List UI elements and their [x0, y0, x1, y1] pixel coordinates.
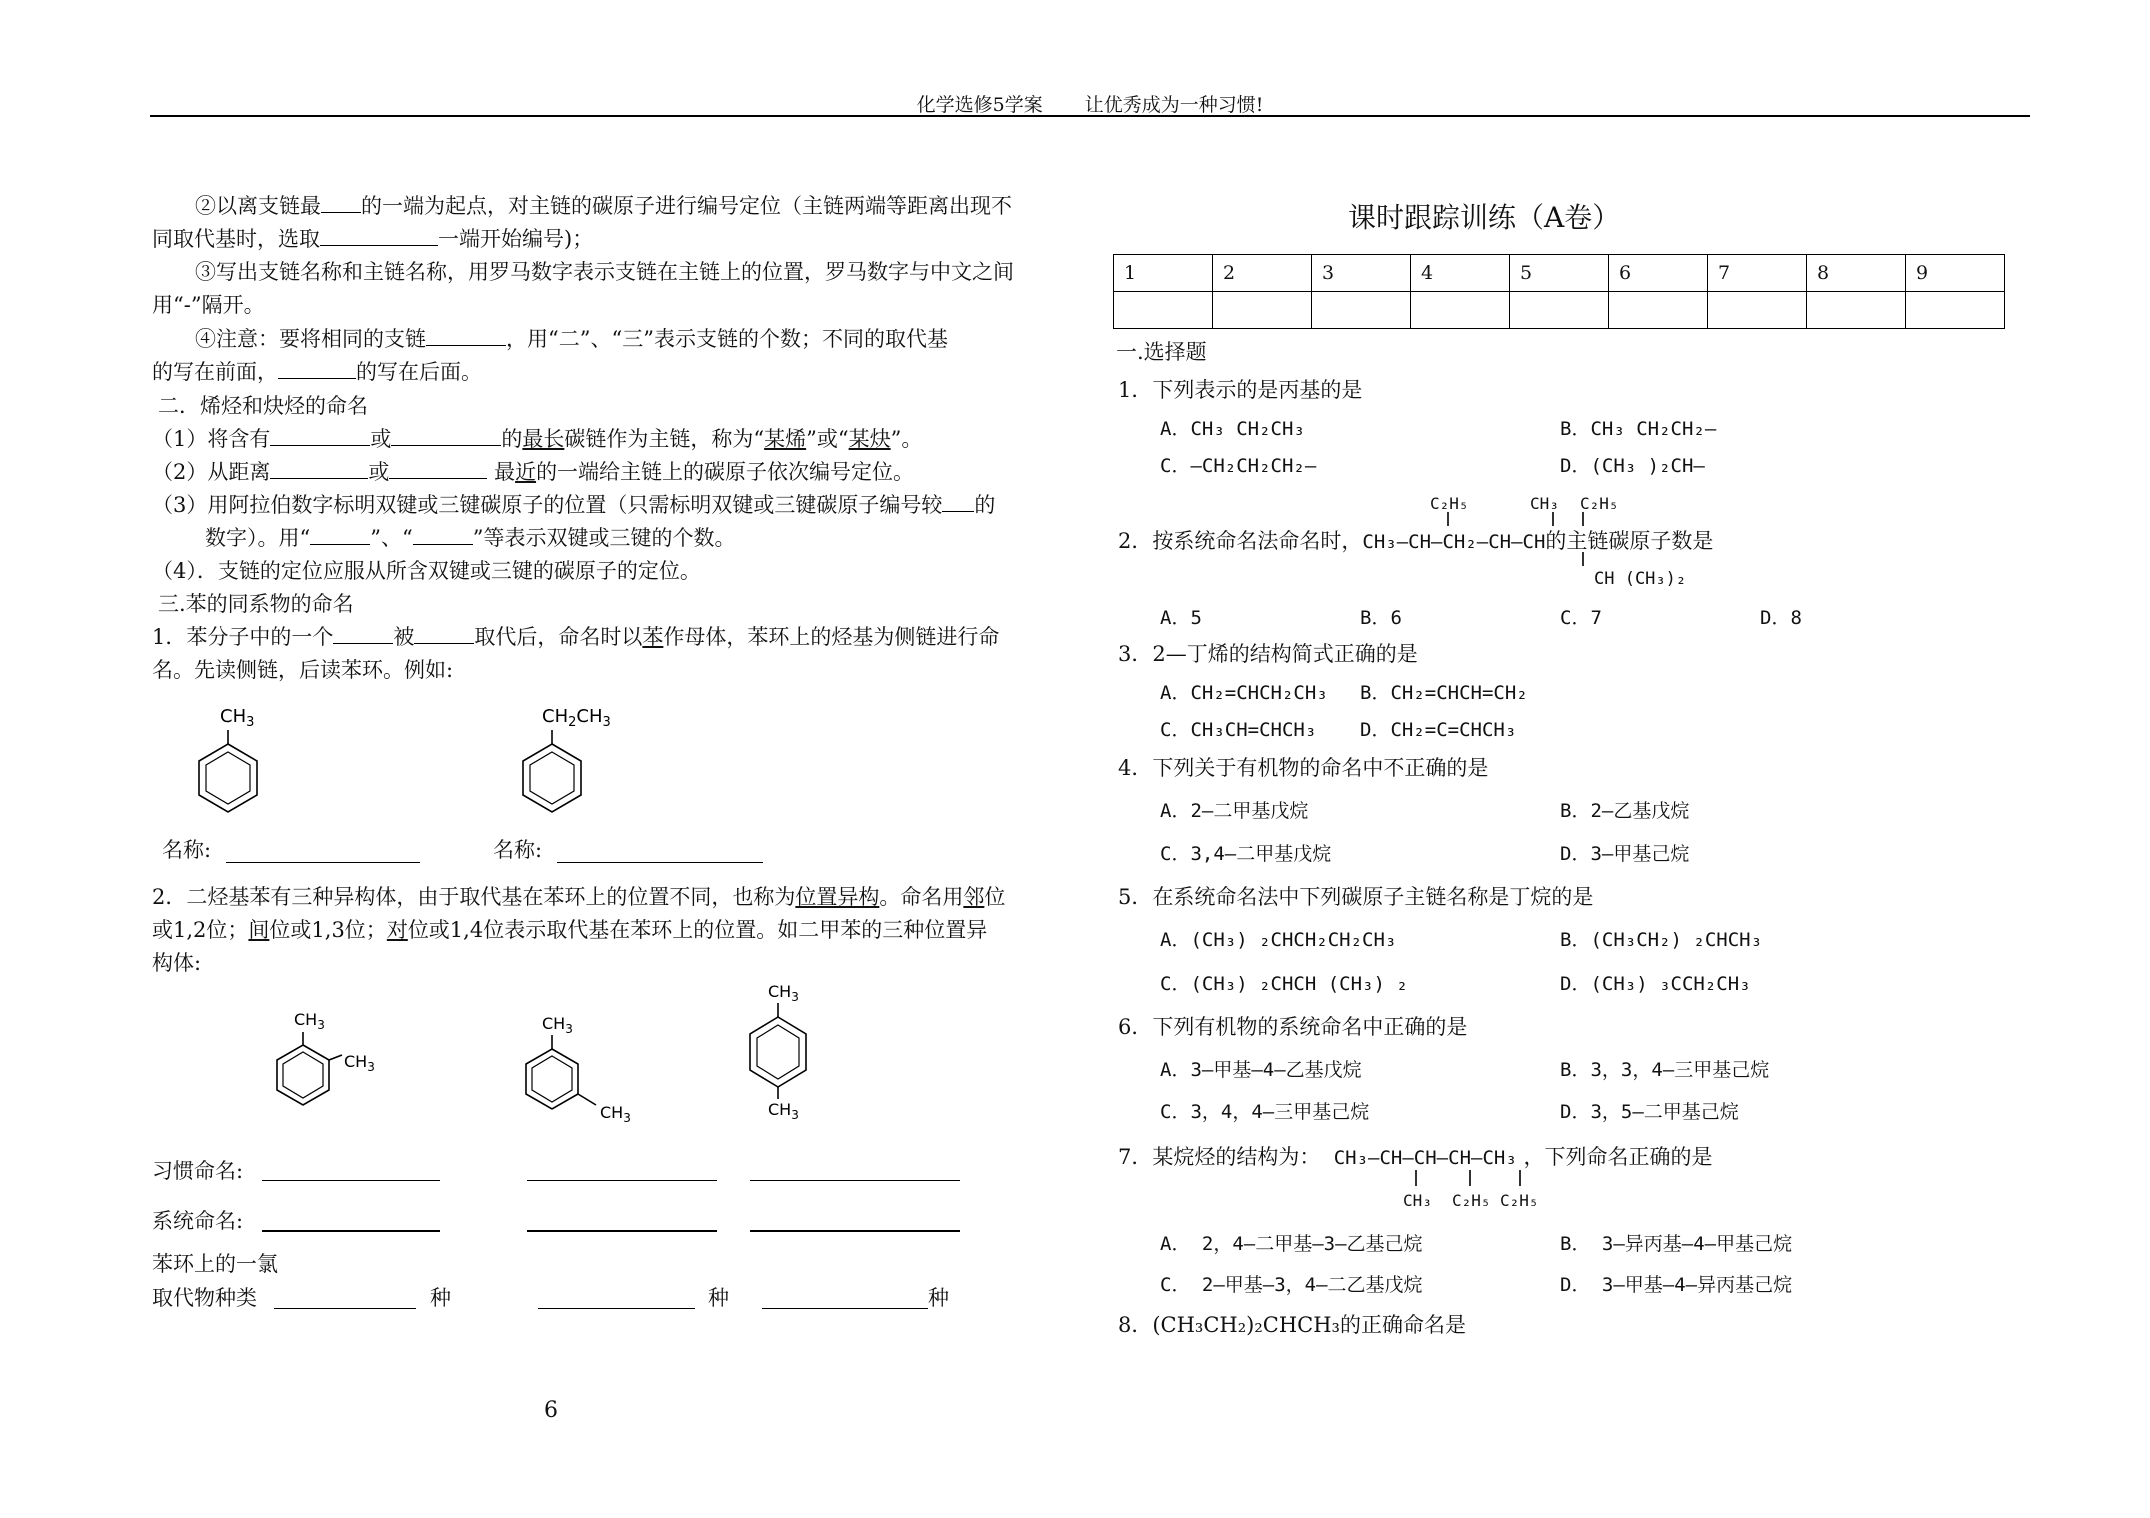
answer-cell-3[interactable] [1312, 292, 1411, 329]
answer-header-8: 8 [1807, 255, 1906, 292]
chloro-label-line2: 取代物种类 [152, 1286, 257, 1310]
answer-cell-7[interactable] [1708, 292, 1807, 329]
q5-option-b[interactable]: B．(CH₃CH₂) ₂CHCH₃ [1560, 929, 1763, 951]
q7-branch-3: C₂H₅ [1500, 1191, 1539, 1210]
habit-name-blank-1[interactable] [262, 1180, 440, 1181]
section-2-item-2: （2）从距离 或 最近的一端给主链上的碳原子依次编号定位。 [152, 460, 915, 484]
answer-cell-2[interactable] [1213, 292, 1312, 329]
toluene-structure [180, 700, 280, 830]
section-2-item-3-line1: （3）用阿拉伯数字标明双键或三键碳原子的位置（只需标明双键或三键碳原子编号较 的 [152, 493, 996, 517]
chloro-label-line1: 苯环上的一氯 [152, 1252, 278, 1276]
answer-table [1113, 254, 2005, 329]
section-3-item-1-line1: 1．苯分子中的一个 被 取代后，命名时以苯作母体，苯环上的烃基为侧链进行命 [152, 625, 1000, 649]
q7-option-b[interactable]: B． 3—异丙基—4—甲基己烷 [1560, 1233, 1793, 1255]
q3-option-d[interactable]: D．CH₂=C=CHCH₃ [1360, 719, 1517, 741]
para-2-line1: ②以离支链最 的一端为起点，对主链的碳原子进行编号定位（主链两端等距离出现不 [195, 194, 1012, 218]
q1-option-b[interactable]: B．CH₃ CH₂CH₂— [1560, 418, 1717, 440]
answer-header-9: 9 [1906, 255, 2005, 292]
question-6: 6．下列有机物的系统命名中正确的是 [1118, 1015, 1468, 1039]
o-xylene-substituent-2: $CH_3$ [344, 1052, 375, 1074]
q2-top-sub-3: C₂H₅ [1580, 494, 1619, 513]
name-blank-1[interactable] [226, 862, 420, 863]
question-7: 7．某烷烃的结构为： CH₃—CH—CH—CH—CH₃ ，下列命名正确的是 [1118, 1145, 1713, 1169]
header-left: 化学选修5学案 [916, 94, 1043, 116]
q2-formula: CH₃—CH—CH₂—CH—CH [1362, 531, 1546, 553]
section-2-item-3-line2: 数字）。用“ ”、“ ”等表示双键或三键的个数。 [205, 526, 736, 550]
q2-top-sub-2: CH₃ [1530, 494, 1559, 513]
m-xylene-substituent-1: $CH_3$ [542, 1014, 573, 1036]
chloro-blank-2[interactable] [538, 1308, 695, 1309]
m-xylene-substituent-2: $CH_3$ [600, 1103, 631, 1125]
ethylbenzene-structure [500, 700, 640, 830]
q2-option-d[interactable]: D．8 [1760, 607, 1802, 629]
habit-name-blank-3[interactable] [750, 1180, 960, 1181]
question-3: 3．2—丁烯的结构简式正确的是 [1118, 642, 1418, 666]
kind-unit-1: 种 [430, 1286, 451, 1310]
kind-unit-3: 种 [928, 1286, 949, 1310]
q2-top-sub-1: C₂H₅ [1430, 494, 1469, 513]
q7-branch-2: C₂H₅ [1452, 1191, 1491, 1210]
section-3-title: 三.苯的同系物的命名 [158, 592, 354, 616]
name-label-1: 名称: [162, 838, 212, 862]
q6-option-d[interactable]: D．3，5—二甲基己烷 [1560, 1101, 1739, 1123]
habit-name-blank-2[interactable] [527, 1180, 717, 1181]
answer-header-2: 2 [1213, 255, 1312, 292]
q1-option-a[interactable]: A．CH₃ CH₂CH₃ [1160, 418, 1305, 440]
section-2-title: 二．烯烃和炔烃的命名 [158, 394, 368, 418]
toluene-substituent: $CH_3$ [220, 706, 255, 730]
exercise-title: 课时跟踪训练（A卷） [1348, 201, 1621, 234]
o-xylene-substituent-1: $CH_3$ [294, 1010, 325, 1032]
q4-option-d[interactable]: D．3—甲基己烷 [1560, 843, 1690, 865]
answer-cell-9[interactable] [1906, 292, 2005, 329]
q5-option-a[interactable]: A．(CH₃) ₂CHCH₂CH₂CH₃ [1160, 929, 1397, 951]
name-blank-2[interactable] [557, 862, 763, 863]
q4-option-c[interactable]: C．3,4—二甲基戊烷 [1160, 843, 1332, 865]
q7-branch-1: CH₃ [1403, 1191, 1432, 1210]
section-3-item-2-line3: 构体: [152, 951, 202, 975]
answer-header-row [1114, 255, 2005, 292]
q3-option-b[interactable]: B．CH₂=CHCH=CH₂ [1360, 682, 1528, 704]
q5-option-d[interactable]: D．(CH₃) ₃CCH₂CH₃ [1560, 973, 1751, 995]
name-label-2: 名称: [493, 838, 543, 862]
question-1: 1．下列表示的是丙基的是 [1118, 378, 1363, 402]
answer-cell-8[interactable] [1807, 292, 1906, 329]
answer-header-5: 5 [1510, 255, 1609, 292]
ethylbenzene-substituent: $CH_2CH_3$ [542, 706, 611, 730]
answer-header-4: 4 [1411, 255, 1510, 292]
section-2-item-4: （4）．支链的定位应服从所含双键或三键的碳原子的定位。 [152, 559, 701, 583]
answer-header-3: 3 [1312, 255, 1411, 292]
section-choice-title: 一.选择题 [1116, 340, 1207, 364]
q2-option-b[interactable]: B．6 [1360, 607, 1402, 629]
habit-name-label: 习惯命名: [152, 1159, 244, 1183]
q7-formula: CH₃—CH—CH—CH—CH₃ [1333, 1147, 1517, 1169]
question-5: 5．在系统命名法中下列碳原子主链名称是丁烷的是 [1118, 885, 1594, 909]
para-3-line1: ③写出支链名称和主链名称，用罗马数字表示支链在主链上的位置，罗马数字与中文之间 [195, 260, 1014, 284]
q3-option-c[interactable]: C．CH₃CH=CHCH₃ [1160, 719, 1317, 741]
answer-header-1: 1 [1114, 255, 1213, 292]
q6-option-c[interactable]: C．3，4，4—三甲基己烷 [1160, 1101, 1370, 1123]
question-2: 2．按系统命名法命名时，CH₃—CH—CH₂—CH—CH的主链碳原子数是 [1118, 529, 1714, 553]
answer-cell-4[interactable] [1411, 292, 1510, 329]
q4-option-b[interactable]: B．2—乙基戊烷 [1560, 800, 1690, 822]
p-xylene-substituent-1: $CH_3$ [768, 982, 799, 1004]
answer-row [1114, 292, 2005, 329]
section-2-item-1: （1）将含有 或 的最长碳链作为主链，称为“某烯”或“某炔”。 [152, 427, 923, 451]
para-4-line1: ④注意：要将相同的支链 ，用“二”、“三”表示支链的个数；不同的取代基 [195, 327, 948, 351]
question-8: 8．(CH₃CH₂)₂CHCH₃的正确命名是 [1118, 1313, 1466, 1337]
q6-option-b[interactable]: B．3，3，4—三甲基己烷 [1560, 1059, 1770, 1081]
q1-option-d[interactable]: D．(CH₃ )₂CH— [1560, 455, 1705, 477]
q4-option-a[interactable]: A．2—二甲基戊烷 [1160, 800, 1309, 822]
page-header [150, 90, 2030, 117]
para-3-line2: 用“-”隔开。 [152, 293, 265, 317]
q7-option-a[interactable]: A． 2，4—二甲基—3—乙基己烷 [1160, 1233, 1423, 1255]
q2-option-c[interactable]: C．7 [1560, 607, 1602, 629]
q1-option-c[interactable]: C．—CH₂CH₂CH₂— [1160, 455, 1317, 477]
system-name-label: 系统命名: [152, 1209, 244, 1233]
q7-option-c[interactable]: C． 2—甲基—3，4—二乙基戊烷 [1160, 1274, 1423, 1296]
question-4: 4．下列关于有机物的命名中不正确的是 [1118, 756, 1489, 780]
section-3-item-2-line2: 或1,2位；间位或1,3位；对位或1,4位表示取代基在苯环上的位置。如二甲苯的三种位置异 [152, 918, 988, 942]
chloro-blank-3[interactable] [762, 1308, 928, 1309]
answer-cell-1[interactable] [1114, 292, 1213, 329]
q7-option-d[interactable]: D． 3—甲基—4—异丙基己烷 [1560, 1274, 1793, 1296]
system-name-blank-2[interactable] [527, 1230, 717, 1232]
section-3-item-1-line2: 名。先读侧链，后读苯环。例如: [152, 658, 454, 682]
o-xylene-structure [260, 1005, 390, 1130]
q2-bottom-sub: CH (CH₃)₂ [1594, 569, 1687, 589]
p-xylene-structure [730, 975, 840, 1135]
q5-option-c[interactable]: C．(CH₃) ₂CHCH (CH₃) ₂ [1160, 973, 1408, 995]
chloro-blank-1[interactable] [274, 1308, 416, 1309]
system-name-blank-3[interactable] [750, 1230, 960, 1232]
page-number: 6 [544, 1398, 558, 1423]
kind-unit-2: 种 [708, 1286, 729, 1310]
system-name-blank-1[interactable] [262, 1230, 440, 1232]
header-right: 让优秀成为一种习惯! [1084, 94, 1264, 116]
para-4-line2: 的写在前面， 的写在后面。 [152, 360, 482, 384]
answer-cell-5[interactable] [1510, 292, 1609, 329]
answer-cell-6[interactable] [1609, 292, 1708, 329]
answer-header-7: 7 [1708, 255, 1807, 292]
q6-option-a[interactable]: A．3—甲基—4—乙基戊烷 [1160, 1059, 1362, 1081]
q3-option-a[interactable]: A．CH₂=CHCH₂CH₃ [1160, 682, 1328, 704]
q2-option-a[interactable]: A．5 [1160, 607, 1202, 629]
answer-header-6: 6 [1609, 255, 1708, 292]
para-2-line2: 同取代基时，选取 一端开始编号)； [152, 227, 594, 251]
header-rule [150, 115, 2030, 117]
p-xylene-substituent-2: $CH_3$ [768, 1100, 799, 1122]
section-3-item-2-line1: 2．二烃基苯有三种异构体，由于取代基在苯环上的位置不同，也称为位置异构。命名用邻位 [152, 885, 1006, 909]
m-xylene-structure [510, 1005, 650, 1130]
